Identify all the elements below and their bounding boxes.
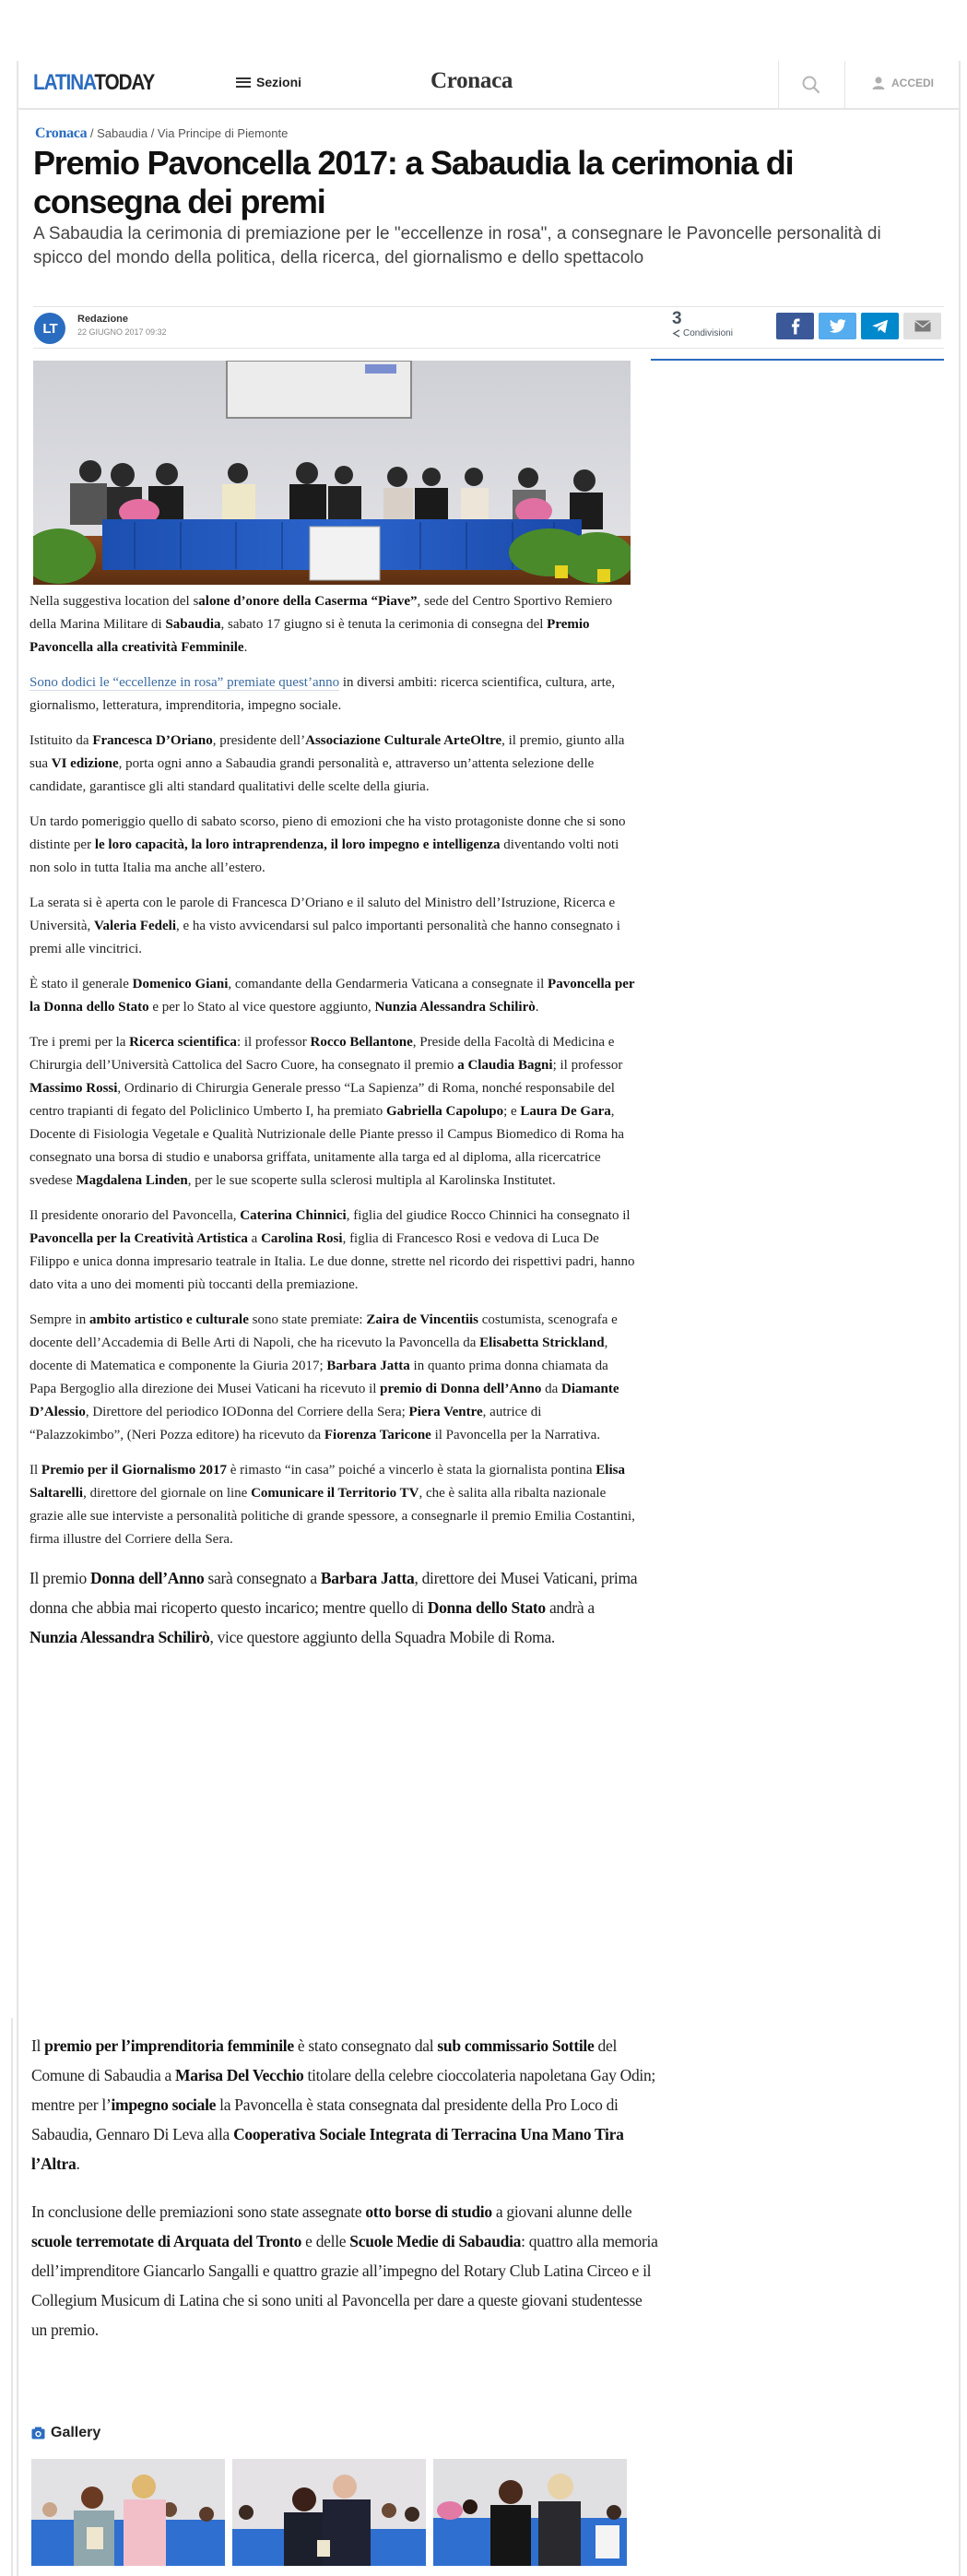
sections-menu-label: Sezioni: [256, 75, 302, 89]
text-run: da: [541, 1382, 562, 1396]
text-run: , direttore dei Musei Vaticani, prima donna che abbia mai ricoperto questo incarico; mentre quello di: [29, 1569, 638, 1617]
bold-text: Nunzia Alessandra Schilirò: [374, 1000, 536, 1015]
text-run: , porta ogni anno a Sabaudia grandi personalità e, attraverso un’attenta selezione delle candidate, garantisce gli alti standard qualitativi delle scelte della giuria.: [29, 756, 595, 794]
header-divider: [778, 61, 779, 108]
gallery-image: [433, 2459, 627, 2566]
site-logo[interactable]: [33, 70, 154, 96]
bold-text: VI edizione: [51, 756, 119, 771]
text-run: , sede del Centro Sportivo Remiero della Marina Militare di: [29, 594, 613, 632]
login-label: ACCEDI: [891, 77, 935, 89]
share-counter: [672, 310, 733, 338]
text-run: La serata si è aperta con le parole di Francesca D’Oriano e il saluto del Ministro dell’Istruzione, Ricerca e Università,: [29, 896, 616, 933]
text-run: , e ha visto avvicendarsi sul palco importanti personalità che hanno consegnato i premi alle vincitrici.: [29, 919, 620, 956]
text-run: diventando volti noti non solo in tutta Italia ma anche all’estero.: [29, 837, 619, 875]
bold-text: Carolina Rosi: [261, 1231, 343, 1246]
text-run: , direttore del giornale on line: [83, 1486, 252, 1501]
article-title: Premio Pavoncella 2017: a Sabaudia la cerimonia di consegna dei premi: [33, 144, 794, 220]
text-run: andrà a: [545, 1598, 595, 1617]
text-run: , comandante della Gendarmeria Vaticana a consegnate il: [228, 977, 548, 991]
bold-text: le loro capacità, la loro intraprendenza, il loro impegno e intelligenza: [94, 837, 501, 852]
breadcrumb: [35, 125, 288, 142]
bold-text: Domenico Giani: [132, 977, 229, 991]
breadcrumb-separator: /: [147, 126, 158, 140]
author-avatar[interactable]: LT: [34, 313, 65, 344]
article-paragraph: [29, 730, 638, 799]
text-run: .: [535, 1000, 539, 1015]
hamburger-icon: [236, 77, 251, 88]
logo-today: TODAY: [94, 70, 155, 95]
article-paragraph: [29, 590, 638, 659]
bold-text: Marisa Del Vecchio: [175, 2066, 304, 2084]
text-run: : il professor: [236, 1035, 311, 1050]
bold-text: Donna dell’Anno: [90, 1569, 205, 1587]
text-run: , sabato 17 giugno si è tenuta la cerimonia di consegna del: [220, 617, 548, 632]
text-run: È stato il generale: [29, 977, 133, 991]
gallery-heading: [31, 2425, 100, 2441]
text-run: Il premio: [29, 1569, 91, 1587]
text-run: Tre i premi per la: [29, 1035, 130, 1050]
search-button[interactable]: [800, 74, 822, 96]
bold-text: Scuole Medie di Sabaudia: [349, 2232, 522, 2250]
bold-text: Elisabetta Strickland: [479, 1335, 605, 1350]
text-run: Sempre in: [29, 1312, 89, 1327]
text-run: , il premio, giunto alla sua: [29, 733, 625, 771]
bold-text: ambito artistico e culturale: [89, 1312, 249, 1327]
bold-text: sub commissario Sottile: [437, 2036, 595, 2055]
article-paragraph: [29, 1459, 638, 1551]
telegram-icon: [871, 319, 890, 334]
bold-text: Comunicare il Territorio TV: [251, 1486, 419, 1501]
article-paragraph: [29, 1309, 638, 1447]
bold-text: Zaira de Vincentiis: [366, 1312, 479, 1327]
text-run: del Comune di Sabaudia a: [31, 2036, 618, 2084]
breadcrumb-item-cronaca[interactable]: Cronaca: [35, 125, 88, 141]
facebook-share-button[interactable]: [776, 313, 814, 339]
bold-text: Caterina Chinnici: [240, 1208, 347, 1223]
bold-text: Premio per il Giornalismo 2017: [41, 1463, 228, 1478]
text-run: , vice questore aggiunto della Squadra Mobile di Roma.: [209, 1628, 555, 1646]
user-icon: [871, 76, 886, 90]
article-subtitle: A Sabaudia la cerimonia di premiazione per le "eccellenze in rosa", a consegnare le Pavoncelle personalità di spicco del mondo della politica, della ricerca, del giornalismo e dello spettacolo: [33, 224, 881, 267]
text-run: Un tardo pomeriggio quello di sabato scorso, pieno di emozioni che ha visto protagoniste donne che si sono distinte per: [29, 814, 626, 852]
breadcrumb-item-sabaudia[interactable]: Sabaudia: [97, 126, 148, 140]
text-run: In conclusione delle premiazioni sono state assegnate: [31, 2202, 366, 2221]
hero-photo[interactable]: [33, 361, 631, 585]
bold-text: Massimo Rossi: [29, 1081, 118, 1096]
bold-text: Piera Ventre: [408, 1405, 483, 1419]
site-header: [18, 61, 959, 110]
bold-text: premio per l’imprenditoria femminile: [44, 2036, 294, 2055]
text-run: è rimasto “in casa” poiché a vincerlo è stata la giornalista pontina: [227, 1463, 596, 1478]
bold-text: impegno sociale: [111, 2095, 217, 2114]
text-run: in quanto prima donna chiamata da Papa Bergoglio alla direzione dei Musei Vaticani ha ricevuto il: [29, 1359, 608, 1396]
bold-text: Associazione Culturale ArteOltre: [305, 733, 502, 748]
bold-text: Cooperativa Sociale Integrata di Terracina Una Mano Tira l’Altra: [31, 2125, 624, 2173]
bold-text: scuole terremotate di Arquata del Tronto: [31, 2232, 302, 2250]
email-icon: [914, 320, 931, 332]
bold-text: Magdalena Linden: [76, 1173, 188, 1188]
bold-text: a Claudia Bagni: [457, 1058, 553, 1073]
logo-latina: LATINA: [33, 70, 95, 95]
text-run: sono state premiate:: [248, 1312, 367, 1327]
bold-text: alone d’onore della Caserma “Piave”: [198, 594, 418, 609]
breadcrumb-item-street[interactable]: Via Principe di Piemonte: [157, 126, 289, 140]
gallery-photo-2[interactable]: [232, 2459, 426, 2566]
bold-text: Elisa Saltarelli: [29, 1463, 625, 1501]
share-label: Condivisioni: [683, 328, 733, 338]
email-share-button[interactable]: [903, 313, 941, 339]
text-run: in diversi ambiti: ricerca scientifica, cultura, arte, giornalismo, letteratura, imprenditoria, impegno sociale.: [29, 675, 616, 713]
bold-text: Donna dello Stato: [427, 1598, 546, 1617]
bold-text: Rocco Bellantone: [310, 1035, 413, 1050]
article-meta: [33, 306, 944, 349]
text-run: , figlia di Francesco Rosi e vedova di Luca De Filippo e unica donna impresario teatrale in Italia. Le due donne, strette nel ricordo dei rispettivi padri, hanno dato vita a uno dei momenti più toccanti della premiazione.: [29, 1231, 635, 1292]
gallery-title: Gallery: [51, 2425, 101, 2440]
article-paragraph: [29, 973, 638, 1019]
bold-text: Laura De Gara: [520, 1104, 611, 1119]
sections-menu-button[interactable]: [236, 75, 301, 89]
text-run: a giovani alunne delle: [491, 2202, 632, 2221]
bold-text: Valeria Fedeli: [93, 919, 176, 933]
bold-text: Francesca D’Oriano: [92, 733, 213, 748]
text-run: Nella suggestiva location del s: [29, 594, 199, 609]
article-paragraph: [29, 892, 638, 961]
text-run: Il: [29, 1463, 41, 1478]
text-run: , figlia del giudice Rocco Chinnici ha consegnato il: [346, 1208, 631, 1223]
bold-text: Barbara Jatta: [326, 1359, 410, 1373]
text-run: Il: [31, 2036, 45, 2055]
text-run: , presidente dell’: [212, 733, 306, 748]
twitter-share-button[interactable]: [819, 313, 856, 339]
text-run: costumista, scenografa e docente dell’Accademia di Belle Arti di Napoli, che ha ricevuto la Pavoncella da: [29, 1312, 618, 1350]
camera-icon: [31, 2427, 45, 2439]
text-run: Istituito da: [29, 733, 93, 748]
bold-text: Barbara Jatta: [320, 1569, 415, 1587]
header-divider: [844, 61, 845, 108]
text-run: è stato consegnato dal: [293, 2036, 438, 2055]
text-run: , Ordinario di Chirurgia Generale presso “La Sapienza” di Roma, nonché responsabile del centro trapianti di fegato del Policlinico Umberto I, ha premiato: [29, 1081, 615, 1119]
article-paragraph: [29, 1031, 638, 1193]
inline-link[interactable]: Sono dodici le “eccellenze in rosa” premiate quest’anno: [29, 675, 340, 690]
page-frame-lower: [11, 2018, 13, 2576]
text-run: , per le sue scoperte sulla sclerosi multipla al Karolinska Institutet.: [187, 1173, 556, 1188]
text-run: e per lo Stato al vice questore aggiunto,: [148, 1000, 375, 1015]
text-run: , Preside della Facoltà di Medicina e Chirurgia dell’Università Cattolica del Sacro Cuore, ha consegnato il premio: [29, 1035, 615, 1073]
section-title[interactable]: Cronaca: [430, 68, 513, 93]
gallery-image: [31, 2459, 225, 2566]
text-run: .: [243, 640, 248, 655]
gallery-photo-3[interactable]: [433, 2459, 627, 2566]
article-body: [29, 590, 638, 1670]
share-count: 3: [672, 309, 682, 328]
bold-text: Premio Pavoncella alla creatività Femminile: [29, 617, 590, 655]
bold-text: Pavoncella per la Creatività Artistica: [29, 1231, 248, 1246]
article-paragraph: [29, 811, 638, 880]
article-paragraph: [31, 2197, 658, 2345]
text-run: ; il professor: [552, 1058, 623, 1073]
telegram-share-button[interactable]: [861, 313, 899, 339]
bold-text: Diamante D’Alessio: [29, 1382, 619, 1419]
bold-text: otto borse di studio: [365, 2202, 492, 2221]
twitter-icon: [829, 319, 847, 334]
text-run: : quattro alla memoria dell’imprenditore Giancarlo Sangalli e quattro grazie all’impegno del Rotary Club Latina Circeo e il Collegium Musicum di Latina che si sono uniti al Pavoncella per dare a queste giovani studentesse un premio.: [31, 2232, 658, 2339]
share-icon: [672, 329, 680, 338]
login-button[interactable]: [871, 76, 934, 90]
text-run: , Docente di Fisiologia Vegetale e Qualità Nutrizionale delle Piante presso il Campus Biomedico di Roma ha consegnato una borsa di studio e unaborsa griffata, unitamente alla targa ed al diploma, alla ricercatrice svedese: [29, 1104, 624, 1188]
facebook-icon: [790, 318, 801, 335]
gallery-photo-1[interactable]: [31, 2459, 225, 2566]
text-run: .: [76, 2155, 80, 2173]
search-icon: [800, 74, 822, 96]
bold-text: Ricerca scientifica: [129, 1035, 237, 1050]
bold-text: Gabriella Capolupo: [385, 1104, 504, 1119]
bold-text: Fiorenza Taricone: [324, 1428, 431, 1442]
breadcrumb-separator: /: [87, 126, 98, 140]
text-run: la Pavoncella è stata consegnata dal presidente della Pro Loco di Sabaudia, Gennaro Di Leva alla: [31, 2095, 619, 2143]
text-run: Il presidente onorario del Pavoncella,: [29, 1208, 241, 1223]
publish-date: 22 GIUGNO 2017 09:32: [77, 327, 167, 337]
text-run: , docente di Matematica e componente la Giuria 2017;: [29, 1335, 608, 1373]
gallery-image: [232, 2459, 426, 2566]
text-run: sarà consegnato a: [204, 1569, 321, 1587]
article-paragraph: [29, 671, 638, 718]
text-run: titolare della celebre cioccolateria napoletana Gay Odin; mentre per l’: [31, 2066, 655, 2114]
text-run: ; e: [503, 1104, 521, 1119]
bold-text: Nunzia Alessandra Schilirò: [29, 1628, 210, 1646]
article-body-continued: [31, 2031, 658, 2363]
text-run: , autrice di “Palazzokimbo”, (Neri Pozza editore) ha ricevuto da: [29, 1405, 542, 1442]
article-paragraph: [29, 1205, 638, 1297]
text-run: , che è salita alla ribalta nazionale grazie alle sue interviste a personalità politiche di grande spessore, a consegnarle il premio Emilia Costantini, firma illustre del Corriere della Sera.: [29, 1486, 635, 1547]
article-paragraph: [31, 2031, 658, 2178]
bold-text: Sabaudia: [165, 617, 221, 632]
hero-image: [33, 361, 631, 585]
text-run: , Direttore del periodico IODonna del Corriere della Sera;: [85, 1405, 409, 1419]
article-paragraph: [29, 1563, 638, 1652]
text-run: e delle: [301, 2232, 350, 2250]
bold-text: Pavoncella per la Donna dello Stato: [29, 977, 635, 1015]
text-run: il Pavoncella per la Narrativa.: [430, 1428, 601, 1442]
sidebar-divider: [651, 359, 944, 361]
bold-text: premio di Donna dell’Anno: [380, 1382, 542, 1396]
author-name[interactable]: Redazione: [77, 314, 129, 325]
text-run: a: [247, 1231, 262, 1246]
